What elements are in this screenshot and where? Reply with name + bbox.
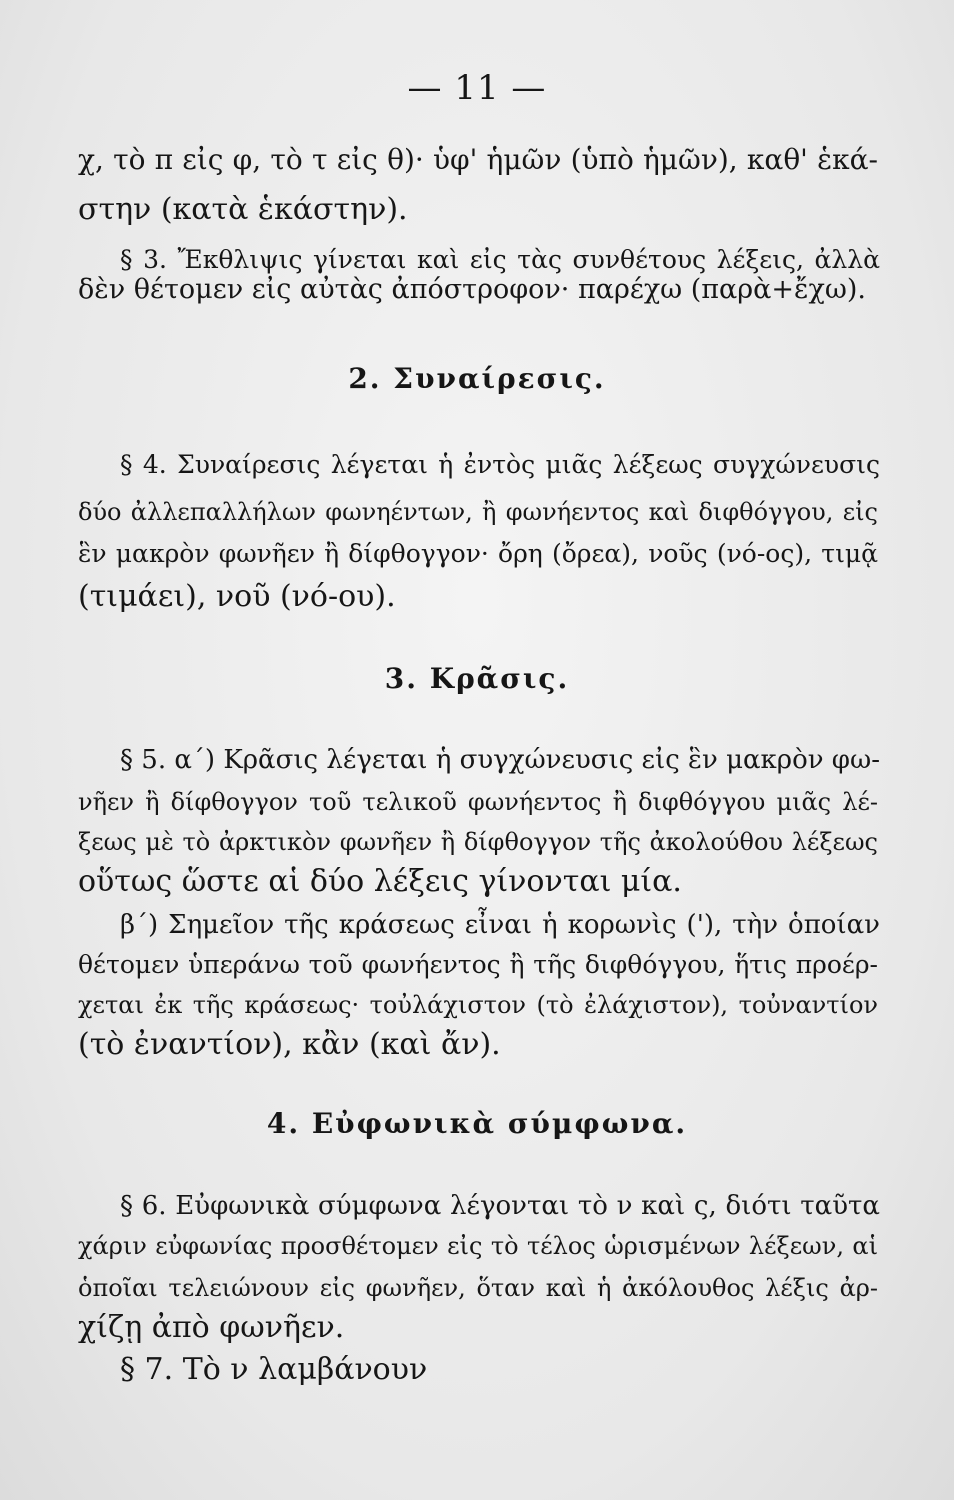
section-heading: 2. Συναίρεσις. xyxy=(348,362,606,395)
text-line: στην (κατὰ ἑκάστην). xyxy=(78,192,408,227)
text-line: § 3. Ἔκθλιψις γίνεται καὶ εἰς τὰς συνθέτους λέξεις, ἀλλὰ xyxy=(120,245,880,274)
text-line: χάριν εὐφωνίας προσθέτομεν εἰς τὸ τέλος ὡρισμένων λέξεων, αἱ xyxy=(78,1232,878,1260)
text-line: ὁποῖαι τελειώνουν εἰς φωνῆεν, ὅταν καὶ ἡ ἀκόλουθος λέξις ἀρ- xyxy=(78,1274,878,1302)
text-line: νῆεν ἢ δίφθογγον τοῦ τελικοῦ φωνήεντος ἢ διφθόγγου μιᾶς λέ- xyxy=(78,788,878,816)
text-line: § 5. α΄) Κρᾶσις λέγεται ἡ συγχώνευσις εἰς ἓν μακρὸν φω- xyxy=(120,745,880,775)
text-line: (τὸ ἐναντίον), κἂν (καὶ ἄν). xyxy=(78,1027,501,1062)
text-line: χεται ἐκ τῆς κράσεως· τοὐλάχιστον (τὸ ἐλάχιστον), τοὐναντίον xyxy=(78,991,878,1019)
section-heading: 3. Κρᾶσις. xyxy=(384,662,570,695)
text-line: § 6. Εὐφωνικὰ σύμφωνα λέγονται τὸ ν καὶ ς, διότι ταῦτα xyxy=(120,1191,880,1221)
text-line: § 7. Τὸ ν λαμβάνουν xyxy=(120,1352,428,1387)
text-line: θέτομεν ὑπεράνω τοῦ φωνήεντος ἢ τῆς διφθόγγου, ἥτις προέρ- xyxy=(78,950,878,979)
text-line: ξεως μὲ τὸ ἀρκτικὸν φωνῆεν ἢ δίφθογγον τῆς ἀκολούθου λέξεως xyxy=(78,828,878,856)
section-heading: 4. Εὐφωνικὰ σύμφωνα. xyxy=(266,1107,688,1140)
text-line: (τιμάει), νοῦ (νό-ου). xyxy=(78,579,396,614)
text-line: χίζῃ ἀπὸ φωνῆεν. xyxy=(78,1310,345,1345)
text-line: § 4. Συναίρεσις λέγεται ἡ ἐντὸς μιᾶς λέξεως συγχώνευσις xyxy=(120,450,880,479)
text-line: χ, τὸ π εἰς φ, τὸ τ εἰς θ)· ὑφ' ἡμῶν (ὑπὸ ἡμῶν), καθ' ἑκά- xyxy=(78,143,878,176)
text-line: δύο ἀλλεπαλλήλων φωνηέντων, ἢ φωνήεντος καὶ διφθόγγου, εἰς xyxy=(78,498,878,526)
text-line: ἓν μακρὸν φωνῆεν ἢ δίφθογγον· ὄρη (ὄρεα), νοῦς (νό-ος), τιμᾷ xyxy=(78,539,878,568)
page-number: — 11 — xyxy=(407,68,547,108)
text-line: δὲν θέτομεν εἰς αὐτὰς ἀπόστροφον· παρέχω (παρὰ+ἔχω). xyxy=(78,274,866,305)
text-line: β΄) Σημεῖον τῆς κράσεως εἶναι ἡ κορωνὶς ('), τὴν ὁποίαν xyxy=(120,910,880,940)
text-line: οὕτως ὥστε αἱ δύο λέξεις γίνονται μία. xyxy=(78,864,682,899)
